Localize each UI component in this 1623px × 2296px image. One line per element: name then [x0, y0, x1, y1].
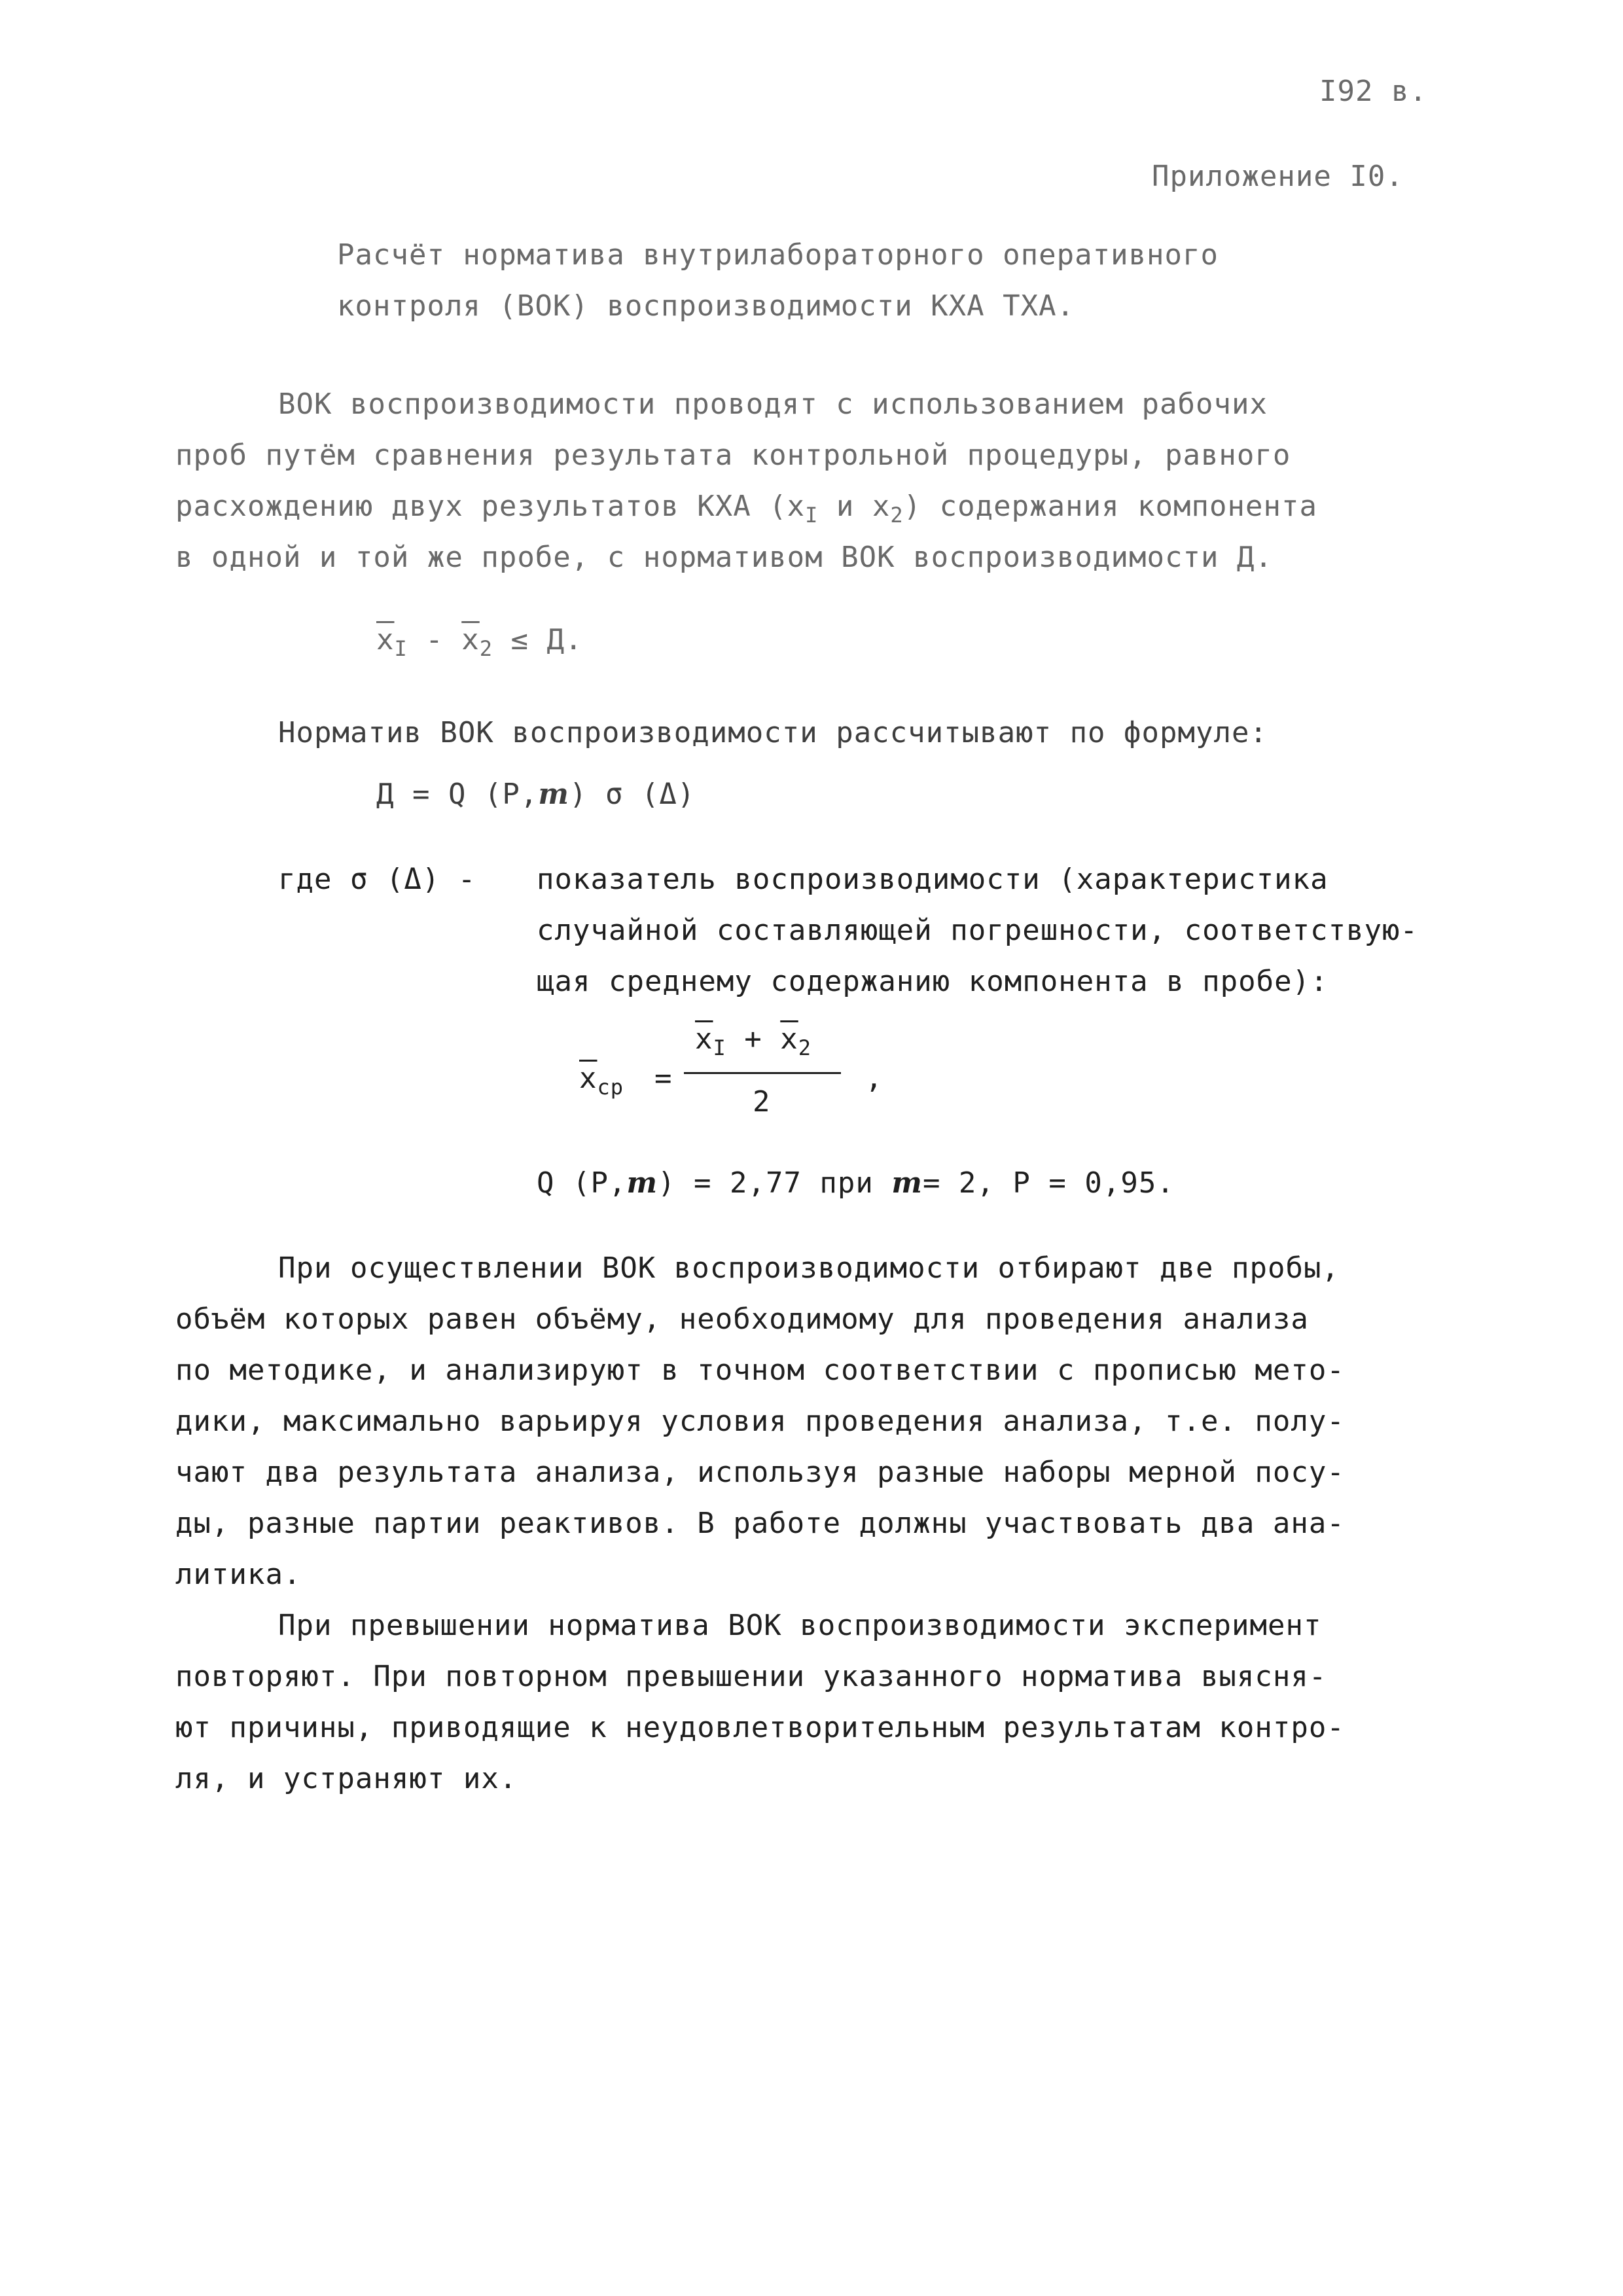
variable: $\overline{x}$ [461, 623, 480, 656]
line-text: и x [818, 490, 891, 523]
paragraph-line: по методике, и анализируют в точном соответствии с прописью мето- [175, 1354, 1345, 1387]
formula-part: ) σ (Δ) [569, 778, 696, 811]
variable-m: m [891, 1166, 923, 1200]
variable: $\overline{x}$ [579, 1062, 597, 1095]
paragraph-line [175, 492, 1317, 526]
subscript: I [713, 1035, 726, 1060]
paragraph-line: объём которых равен объёму, необходимому для проведения анализа [175, 1302, 1309, 1336]
equals-sign: = [654, 1062, 673, 1095]
paragraph-line: чают два результата анализа, используя разные наборы мерной посу- [175, 1456, 1345, 1489]
definition-line: случайной составляющей погрешности, соответствую- [537, 914, 1419, 947]
definition-lead: где σ (Δ) - [278, 863, 476, 896]
subscript: ср [597, 1075, 624, 1100]
subscript: 2 [479, 636, 493, 661]
paragraph-line: ды, разные партии реактивов. В работе должны участвовать два ана- [175, 1507, 1345, 1540]
fraction-denominator: 2 [753, 1085, 771, 1119]
operator: + [726, 1022, 781, 1056]
variable-m: m [538, 778, 569, 811]
variable: $\overline{x}$ [695, 1022, 713, 1056]
operator: - [407, 623, 462, 656]
paragraph-line: в одной и той же пробе, с нормативом ВОК воспроизводимости Д. [175, 541, 1273, 574]
fraction-bar [684, 1072, 841, 1074]
formula-part: Д = Q (P, [376, 778, 539, 811]
relation: ≤ Д. [493, 623, 583, 656]
fraction-comma: , [865, 1062, 883, 1095]
fraction-numerator [695, 1022, 812, 1060]
paragraph-line: ВОК воспроизводимости проводят с использованием рабочих [278, 387, 1268, 421]
formula-inequality [376, 623, 583, 661]
mean-lhs [579, 1064, 624, 1098]
title-line: контроля (ВОК) воспроизводимости КХА ТХА. [337, 289, 1075, 323]
subscript: 2 [890, 503, 904, 528]
variable: $\overline{x}$ [376, 623, 395, 656]
formula-norm [376, 780, 695, 809]
paragraph-line: При осуществлении ВОК воспроизводимости отбирают две пробы, [278, 1251, 1340, 1285]
formula-part: Q (P, [537, 1166, 627, 1200]
paragraph-line: При превышении норматива ВОК воспроизводимости эксперимент [278, 1609, 1322, 1642]
formula-part: = 2, P = 0,95. [922, 1166, 1175, 1200]
line-text: ) содержания компонента [903, 490, 1317, 523]
subscript: I [394, 636, 408, 661]
paragraph-line: ля, и устраняют их. [175, 1762, 518, 1795]
paragraph-line: дики, максимально варьируя условия проведения анализа, т.е. полу- [175, 1405, 1345, 1438]
paragraph-line: литика. [175, 1558, 302, 1591]
paragraph-line: проб путём сравнения результата контрольной процедуры, равного [175, 439, 1291, 472]
title-line: Расчёт норматива внутрилабораторного оперативного [337, 238, 1219, 272]
paragraph-line: повторяют. При повторном превышении указанного норматива выясня- [175, 1660, 1327, 1693]
norm-sentence: Норматив ВОК воспроизводимости рассчитывают по формуле: [278, 716, 1268, 749]
definition-line: показатель воспроизводимости (характеристика [537, 863, 1329, 896]
variable: $\overline{x}$ [780, 1022, 798, 1056]
definition-line: щая среднему содержанию компонента в пробе): [537, 965, 1329, 998]
line-text: расхождению двух результатов КХА (x [175, 490, 806, 523]
variable-m: m [626, 1166, 658, 1200]
subscript: 2 [798, 1035, 812, 1060]
appendix-label: Приложение I0. [1152, 160, 1404, 193]
page-number: I92 в. [1319, 75, 1427, 108]
formula-part: ) = 2,77 при [658, 1166, 892, 1200]
formula-q [537, 1166, 1175, 1200]
subscript: I [805, 503, 819, 528]
paragraph-line: ют причины, приводящие к неудовлетворительным результатам контро- [175, 1711, 1345, 1744]
